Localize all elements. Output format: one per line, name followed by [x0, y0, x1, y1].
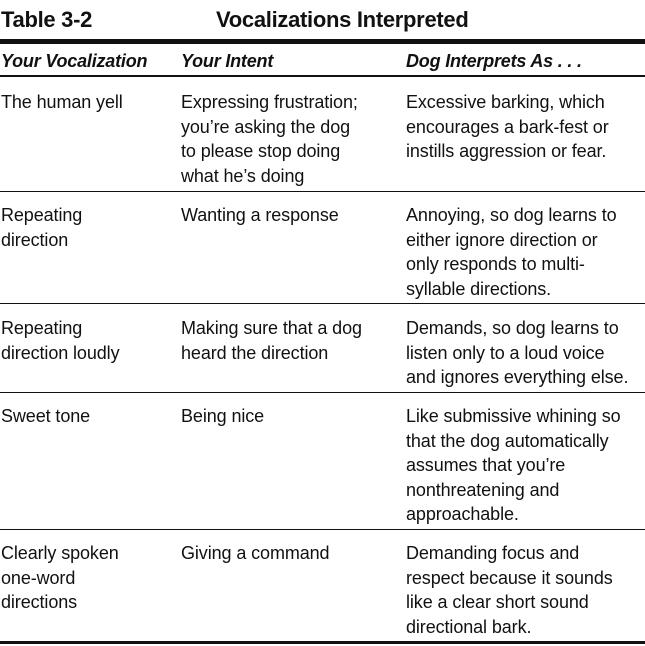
cell-intent: Wanting a response [181, 205, 339, 225]
cell-intent: Giving a command [181, 543, 330, 563]
table-title-row [0, 0, 645, 44]
table-header-row [0, 44, 645, 76]
table-row [0, 90, 645, 188]
row-divider [0, 303, 645, 304]
cell-interprets: Demands, so dog learns to listen only to a loud voice and ignores everything else. [406, 318, 629, 387]
table-row [0, 203, 645, 301]
cell-vocalization: Sweet tone [1, 406, 91, 426]
table-title: Vocalizations Interpreted [216, 7, 469, 32]
cell-interprets: Like submissive whining so that the dog automatically assumes that you’re nonthreatening and approachable. [406, 406, 621, 524]
bottom-rule [0, 641, 645, 644]
cell-interprets: Excessive barking, which encourages a bark-fest or instills aggression or fear. [406, 92, 609, 161]
header-your-intent: Your Intent [181, 51, 274, 71]
row-divider [0, 191, 645, 192]
cell-intent: Making sure that a dog heard the direction [181, 318, 362, 363]
cell-intent: Being nice [181, 406, 265, 426]
row-divider [0, 392, 645, 393]
cell-intent: Expressing frustration; you’re asking the dog to please stop doing what he’s doing [181, 92, 358, 186]
table-number: Table 3-2 [1, 7, 93, 32]
header-your-vocalization: Your Vocalization [1, 51, 148, 71]
table-row [0, 404, 645, 527]
cell-interprets: Annoying, so dog learns to either ignore direction or only responds to multi- syllable directions. [406, 205, 617, 299]
header-dog-interprets-as: Dog Interprets As . . . [406, 51, 582, 71]
cell-vocalization: The human yell [1, 92, 123, 112]
cell-vocalization: Clearly spoken one-word directions [1, 543, 119, 612]
table-row [0, 316, 645, 390]
header-rule [0, 75, 645, 77]
cell-vocalization: Repeating direction loudly [1, 318, 120, 363]
row-divider [0, 529, 645, 530]
table-row [0, 541, 645, 639]
cell-vocalization: Repeating direction [1, 205, 83, 250]
cell-interprets: Demanding focus and respect because it sounds like a clear short sound directional bark. [406, 543, 613, 637]
